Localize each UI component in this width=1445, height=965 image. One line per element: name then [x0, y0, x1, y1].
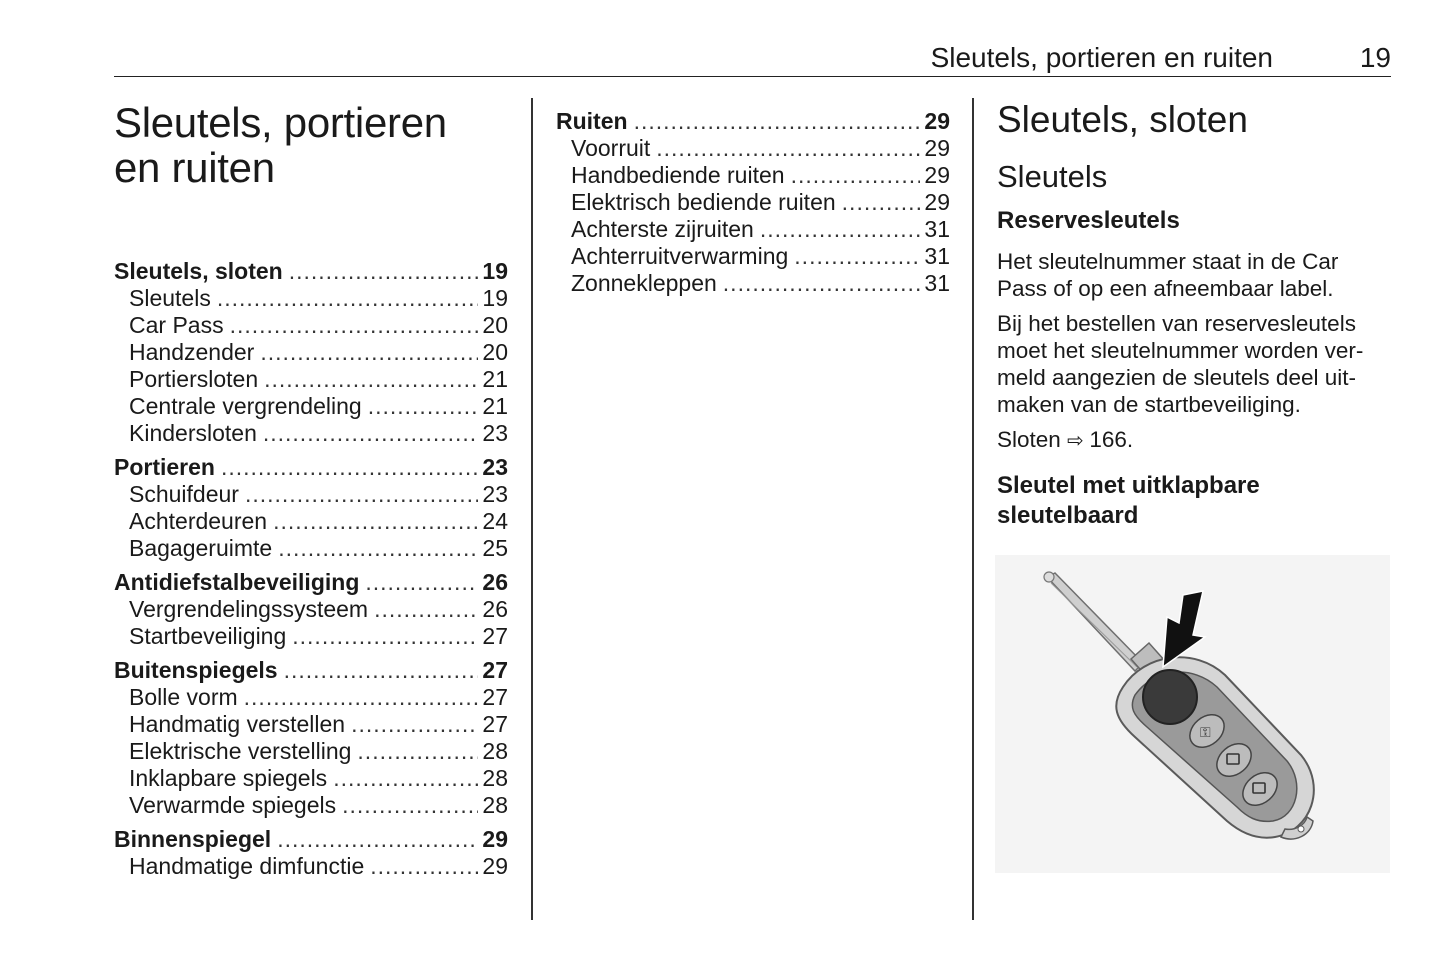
toc-label: Ruiten — [556, 108, 628, 134]
toc-entry[interactable] — [114, 826, 508, 853]
toc-entry[interactable] — [114, 393, 508, 420]
toc-leader — [245, 481, 478, 508]
toc-label: Verwarmde spiegels — [129, 792, 337, 818]
toc-leader — [357, 738, 478, 765]
toc-label: Voorruit — [571, 135, 651, 161]
chapter-title-line: Sleutels, portieren — [114, 99, 447, 146]
toc-leader — [370, 853, 478, 880]
toc-label: Portiersloten — [129, 366, 259, 392]
toc-leader — [794, 243, 920, 270]
toc-leader — [263, 420, 479, 447]
toc-entry[interactable] — [114, 285, 508, 312]
ref-arrow-icon: ⇨ — [1067, 430, 1084, 452]
toc-page: 29 — [924, 135, 950, 161]
toc-entry[interactable] — [114, 454, 508, 481]
toc-leader — [351, 711, 478, 738]
release-button — [1143, 670, 1197, 724]
toc-entry[interactable] — [114, 684, 508, 711]
toc-entry[interactable] — [114, 535, 508, 562]
toc-leader — [244, 684, 479, 711]
toc-page: 26 — [482, 569, 508, 595]
toc-leader — [723, 270, 921, 297]
toc-label: Antidiefstalbeveiliging — [114, 569, 360, 595]
running-header — [114, 40, 1391, 77]
toc-page: 20 — [482, 312, 508, 338]
toc-group — [114, 657, 508, 819]
toc-group — [114, 826, 508, 880]
toc-page: 29 — [482, 853, 508, 879]
pointer-arrow-icon — [1163, 591, 1205, 667]
toc-label: Vergrendelingssysteem — [129, 596, 369, 622]
toc-leader — [260, 339, 478, 366]
toc-entry[interactable] — [556, 162, 950, 189]
toc-group — [556, 108, 950, 297]
toc-leader — [656, 135, 920, 162]
toc-leader — [634, 108, 921, 135]
toc-entry[interactable] — [114, 596, 508, 623]
svg-text:⚿: ⚿ — [1200, 725, 1211, 741]
toc-page: 27 — [482, 711, 508, 737]
toc-page: 27 — [482, 657, 508, 683]
toc-leader — [289, 258, 479, 285]
toc-leader — [217, 285, 479, 312]
toc-label: Achterste zijruiten — [571, 216, 754, 242]
column-divider — [531, 98, 533, 920]
toc-entry[interactable] — [556, 243, 950, 270]
toc-page: 28 — [482, 765, 508, 791]
toc-entry[interactable] — [114, 623, 508, 650]
toc-page: 20 — [482, 339, 508, 365]
toc-group — [114, 569, 508, 650]
toc-entry[interactable] — [114, 312, 508, 339]
toc-page: 21 — [482, 393, 508, 419]
toc-entry[interactable] — [114, 711, 508, 738]
toc-entry[interactable] — [556, 189, 950, 216]
toc-entry[interactable] — [114, 765, 508, 792]
toc-entry[interactable] — [114, 258, 508, 285]
toc-entry[interactable] — [114, 569, 508, 596]
toc-page: 29 — [482, 826, 508, 852]
toc-entry[interactable] — [556, 108, 950, 135]
toc-label: Zonnekleppen — [571, 270, 717, 296]
toc-label: Elektrisch bediende ruiten — [571, 189, 836, 215]
toc-page: 29 — [924, 108, 950, 134]
toc-entry[interactable] — [114, 420, 508, 447]
toc-leader — [278, 535, 478, 562]
toc-page: 29 — [924, 162, 950, 188]
section-title: Sleutels, sloten — [997, 99, 1248, 140]
toc-leader — [342, 792, 478, 819]
toc-label: Kindersloten — [129, 420, 257, 446]
toc-label: Car Pass — [129, 312, 224, 338]
toc-page: 27 — [482, 623, 508, 649]
cross-reference[interactable] — [997, 426, 1392, 455]
toc-page: 28 — [482, 738, 508, 764]
toc-leader — [284, 657, 479, 684]
toc-label: Achterdeuren — [129, 508, 268, 534]
toc-leader — [368, 393, 479, 420]
key-blade — [1044, 572, 1143, 671]
toc-label: Sleutels, sloten — [114, 258, 283, 284]
toc-label: Buitenspiegels — [114, 657, 278, 683]
page-number: 19 — [1359, 42, 1391, 73]
toc-label: Handzender — [129, 339, 255, 365]
main-content — [997, 100, 1392, 531]
key-illustration — [995, 555, 1390, 873]
toc-entry[interactable] — [114, 853, 508, 880]
toc-entry[interactable] — [114, 738, 508, 765]
toc-page: 24 — [482, 508, 508, 534]
toc-entry[interactable] — [556, 270, 950, 297]
ref-page: 166. — [1089, 427, 1134, 452]
toc-group — [114, 454, 508, 562]
toc-page: 27 — [482, 684, 508, 710]
toc-page: 19 — [482, 258, 508, 284]
toc-page: 28 — [482, 792, 508, 818]
table-of-contents — [114, 258, 508, 887]
toc-page: 21 — [482, 366, 508, 392]
toc-entry[interactable] — [114, 481, 508, 508]
toc-label: Portieren — [114, 454, 215, 480]
column-divider — [972, 98, 974, 920]
reserve-keys-heading: Reservesleutels — [997, 207, 1180, 234]
running-title: Sleutels, portieren en ruiten — [930, 42, 1273, 73]
toc-leader — [791, 162, 921, 189]
toc-leader — [760, 216, 921, 243]
toc-leader — [333, 765, 478, 792]
toc-label: Schuifdeur — [129, 481, 239, 507]
toc-label: Bolle vorm — [129, 684, 238, 710]
toc-label: Handmatig verstellen — [129, 711, 346, 737]
toc-entry[interactable] — [556, 135, 950, 162]
toc-label: Centrale vergrendeling — [129, 393, 362, 419]
toc-entry[interactable] — [114, 366, 508, 393]
ref-text: Sloten — [997, 427, 1061, 452]
folding-key-heading: Sleutel met uitklapbare sleutelbaard — [997, 472, 1260, 529]
toc-label: Sleutels — [129, 285, 211, 311]
toc-group — [114, 258, 508, 447]
toc-entry[interactable] — [114, 339, 508, 366]
toc-entry[interactable] — [114, 657, 508, 684]
paragraph: Het sleutelnummer staat in de Car Pass of op een afneembaar label. — [997, 249, 1339, 301]
toc-label: Startbeveiliging — [129, 623, 287, 649]
chapter-title — [114, 100, 514, 190]
key-drawing — [995, 555, 1390, 873]
table-of-contents-continued — [556, 108, 950, 304]
toc-entry[interactable] — [556, 216, 950, 243]
toc-page: 25 — [482, 535, 508, 561]
toc-label: Bagageruimte — [129, 535, 273, 561]
subsection-title: Sleutels — [997, 159, 1108, 194]
toc-leader — [264, 366, 478, 393]
toc-leader — [277, 826, 478, 853]
paragraph: Bij het bestellen van reservesleutels moet het sleutelnummer worden vermeld aangezien de sleutels deel uitmaken van de startbeveiliging. — [997, 311, 1364, 417]
toc-page: 19 — [482, 285, 508, 311]
chapter-title-line: en ruiten — [114, 144, 275, 191]
toc-page: 23 — [482, 454, 508, 480]
toc-entry[interactable] — [114, 508, 508, 535]
toc-label: Handmatige dimfunctie — [129, 853, 365, 879]
toc-label: Handbediende ruiten — [571, 162, 785, 188]
toc-leader — [374, 596, 478, 623]
toc-page: 23 — [482, 481, 508, 507]
toc-leader — [842, 189, 921, 216]
toc-page: 29 — [924, 189, 950, 215]
toc-leader — [365, 569, 478, 596]
toc-page: 23 — [482, 420, 508, 446]
toc-leader — [292, 623, 478, 650]
toc-label: Inklapbare spiegels — [129, 765, 328, 791]
toc-page: 31 — [924, 270, 950, 296]
toc-label: Binnenspiegel — [114, 826, 272, 852]
toc-page: 31 — [924, 216, 950, 242]
toc-page: 31 — [924, 243, 950, 269]
toc-leader — [230, 312, 479, 339]
toc-leader — [221, 454, 478, 481]
toc-entry[interactable] — [114, 792, 508, 819]
toc-page: 26 — [482, 596, 508, 622]
toc-label: Elektrische verstelling — [129, 738, 352, 764]
toc-label: Achterruitverwarming — [571, 243, 789, 269]
toc-leader — [273, 508, 478, 535]
